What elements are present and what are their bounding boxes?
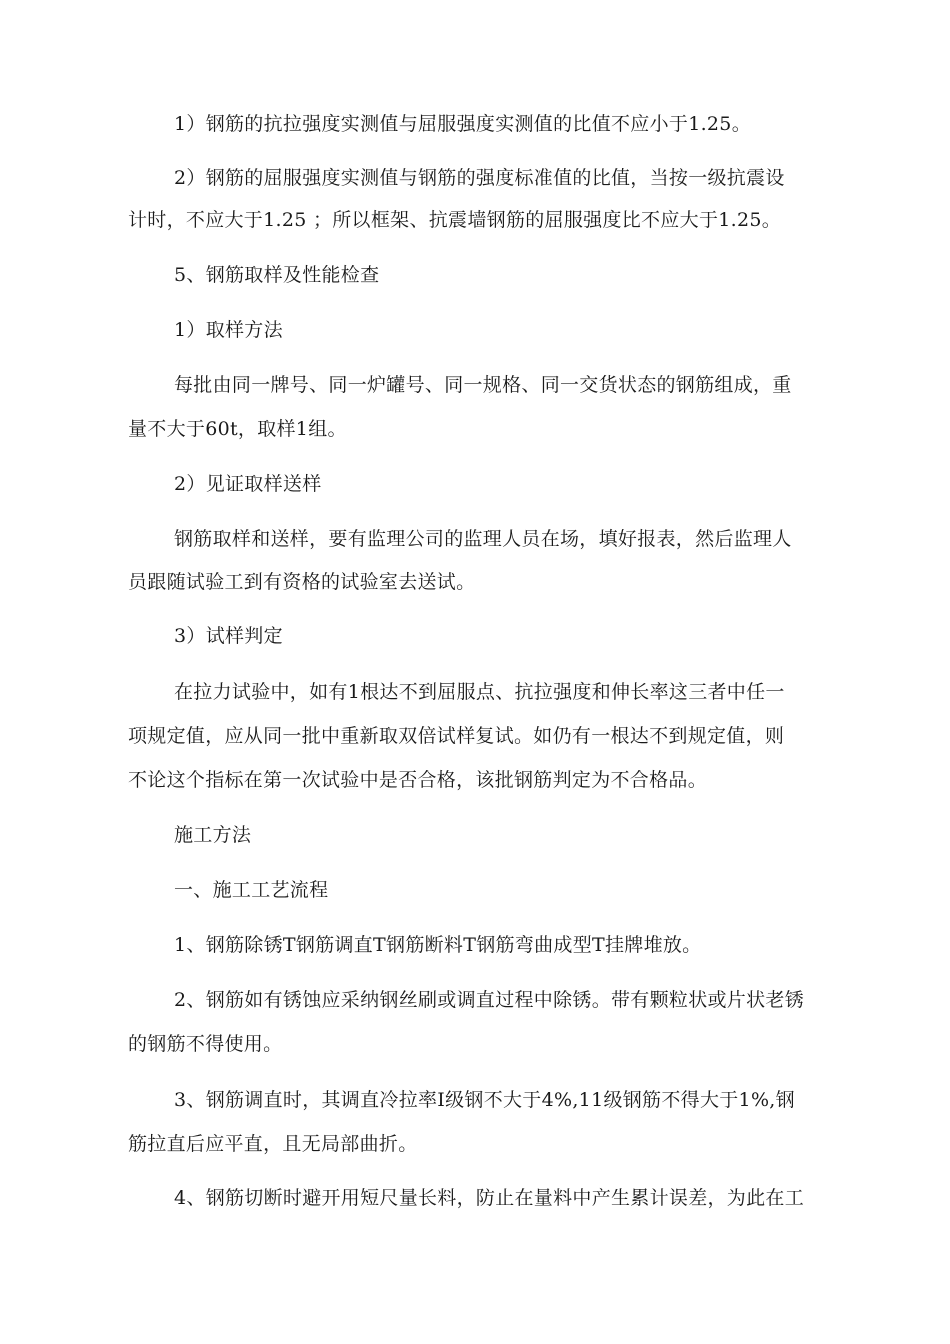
text-line-tensile: 在拉力试验中，如有1根达不到屈服点、抗拉强度和伸长率这三者中任一	[174, 681, 785, 703]
text-line-ratio-requirement: 1）钢筋的抗拉强度实测值与屈服强度实测值的比值不应小于1.25。	[174, 113, 751, 135]
subheading-sample-judgment: 3）试样判定	[174, 625, 283, 647]
section-heading-sampling: 5、钢筋取样及性能检查	[174, 264, 380, 286]
text-line-step1: 1、钢筋除锈T钢筋调直T钢筋断料T钢筋弯曲成型T挂牌堆放。	[174, 934, 702, 956]
text-line-step4: 4、钢筋切断时避开用短尺量长料，防止在量料中产生累计误差，为此在工	[174, 1187, 804, 1209]
text-line-witness: 钢筋取样和送样，要有监理公司的监理人员在场，填好报表，然后监理人	[174, 528, 792, 550]
text-line-batch-cont: 量不大于60t，取样1组。	[128, 418, 347, 440]
text-line-step2-cont: 的钢筋不得使用。	[128, 1033, 283, 1055]
text-line-step2: 2、钢筋如有锈蚀应采纳钢丝刷或调直过程中除锈。带有颗粒状或片状老锈	[174, 989, 804, 1011]
text-line-tensile-cont1: 项规定值，应从同一批中重新取双倍试样复试。如仍有一根达不到规定值，则	[128, 725, 785, 747]
subheading-process-flow: 一、施工工艺流程	[174, 879, 329, 901]
text-line-yield-ratio-cont: 计时，不应大于1.25 ；所以框架、抗震墙钢筋的屈服强度比不应大于1.25。	[128, 209, 782, 231]
text-line-witness-cont: 员跟随试验工到有资格的试验室去送试。	[128, 571, 476, 593]
text-line-step3-cont: 筋拉直后应平直，且无局部曲折。	[128, 1133, 418, 1155]
text-line-tensile-cont2: 不论这个指标在第一次试验中是否合格，该批钢筋判定为不合格品。	[128, 769, 708, 791]
subheading-witness-sampling: 2）见证取样送样	[174, 473, 322, 495]
text-line-yield-ratio: 2）钢筋的屈服强度实测值与钢筋的强度标准值的比值，当按一级抗震设	[174, 167, 785, 189]
subheading-sampling-method: 1）取样方法	[174, 319, 283, 341]
text-line-batch: 每批由同一牌号、同一炉罐号、同一规格、同一交货状态的钢筋组成，重	[174, 374, 792, 396]
text-line-step3: 3、钢筋调直时，其调直冷拉率I级钢不大于4%,11级钢筋不得大于1%,钢	[174, 1089, 795, 1111]
section-heading-construction: 施工方法	[174, 824, 252, 846]
